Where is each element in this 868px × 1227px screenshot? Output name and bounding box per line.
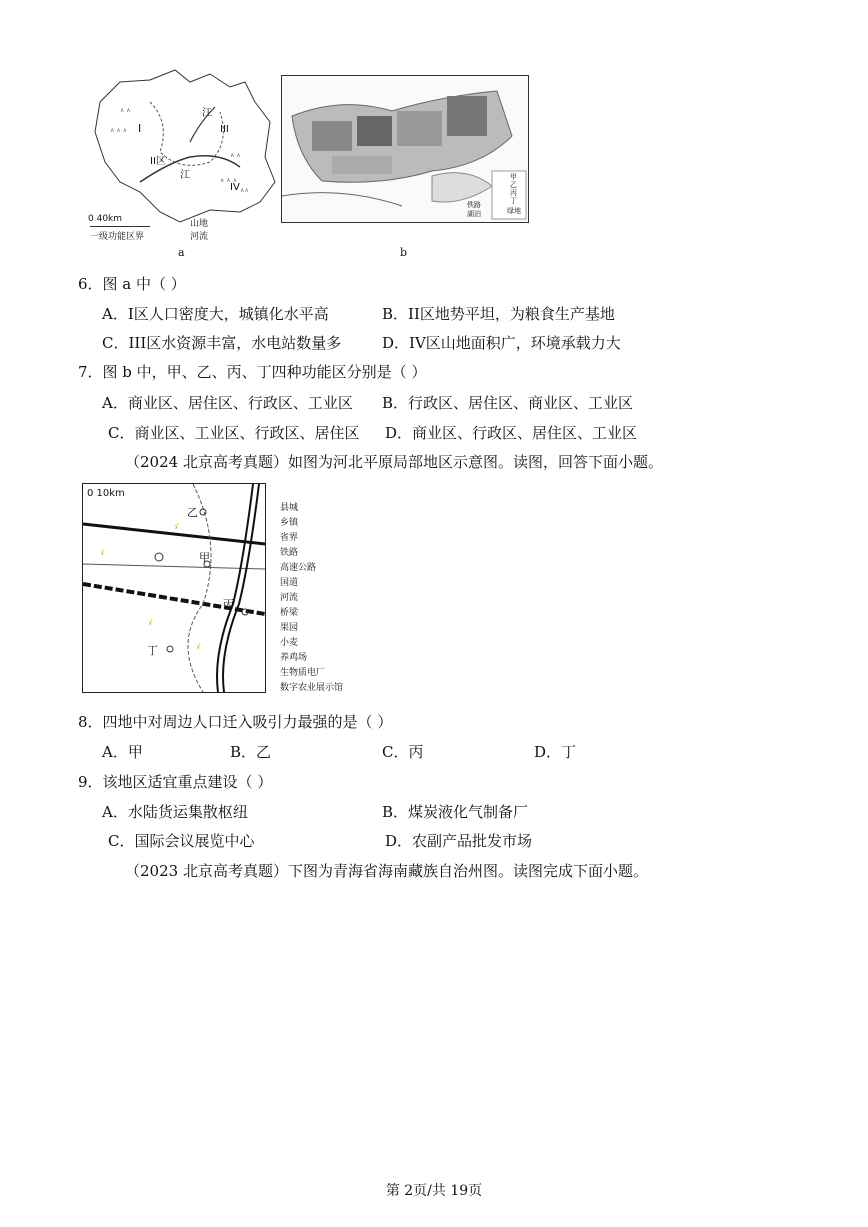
svg-text:∧∧: ∧∧ [240, 187, 249, 194]
question-6-option-a[interactable]: A．I区人口密度大，城镇化水平高 [102, 305, 329, 323]
legend-bing: 丙 [510, 189, 517, 197]
question-6-option-c[interactable]: C．III区水资源丰富，水电站数量多 [102, 334, 342, 352]
legend-railway: 铁路 [280, 548, 299, 558]
legend-mountain: 山地 [190, 219, 209, 229]
map2-label-ding: 丁 [147, 644, 158, 657]
legend-bridge: 桥梁 [280, 608, 299, 618]
question-7-stem: 7．图 b 中，甲、乙、丙、丁四种功能区分别是（ ） [78, 363, 427, 381]
legend-river: 河流 [280, 593, 299, 603]
legend-boundary: 一级功能区界 [90, 232, 145, 242]
svg-text:ゞ: ゞ [97, 549, 107, 559]
legend-county: 县城 [280, 503, 299, 513]
legend-wheat: 小麦 [280, 638, 299, 648]
question-8-stem: 8．四地中对周边人口迁入吸引力最强的是（ ） [78, 713, 393, 731]
question-9-option-d[interactable]: D．农副产品批发市场 [385, 832, 533, 850]
scale-bar: 0 40km [88, 214, 123, 224]
section-intro: （2023 北京高考真题）下图为青海省海南藏族自治州图。读图完成下面小题。 [125, 862, 648, 880]
legend-yi: 乙 [510, 181, 517, 189]
region-label: II区 [150, 156, 166, 167]
svg-text:∧ ∧ ∧: ∧ ∧ ∧ [220, 177, 237, 184]
question-9-stem: 9．该地区适宜重点建设（ ） [78, 773, 273, 791]
river-label: 江 [202, 108, 212, 119]
question-6-option-d[interactable]: D．IV区山地面积广，环境承载力大 [382, 334, 621, 352]
page-footer: 第 2页/共 19页 [385, 1183, 483, 1199]
svg-text:∧ ∧: ∧ ∧ [120, 107, 131, 114]
question-6-option-b[interactable]: B．II区地势平坦，为粮食生产基地 [382, 305, 615, 323]
question-7-option-c[interactable]: C．商业区、工业区、行政区、居住区 [108, 424, 360, 442]
question-9-option-c[interactable]: C．国际会议展览中心 [108, 832, 255, 850]
question-8-option-a[interactable]: A．甲 [102, 743, 143, 761]
map2-scale: 0 10km [87, 488, 125, 499]
map2-label-yi: 乙 [187, 506, 198, 519]
scale-line [90, 226, 150, 227]
question-8-option-d[interactable]: D．丁 [534, 743, 577, 761]
figure-b-caption: b [400, 246, 408, 259]
river-label: 江 [180, 170, 190, 181]
map2-drawing [83, 484, 265, 692]
legend-highway: 高速公路 [280, 563, 317, 573]
question-9-option-b[interactable]: B．煤炭液化气制备厂 [382, 803, 529, 821]
svg-text:∧ ∧: ∧ ∧ [230, 152, 241, 159]
legend-digital-agri-hall: 数字农业展示馆 [280, 683, 344, 693]
map2-label-bing: 丙 [223, 598, 234, 611]
legend-green: 绿地 [507, 207, 521, 215]
svg-text:ゞ: ゞ [193, 643, 203, 653]
question-8-option-b[interactable]: B．乙 [230, 743, 272, 761]
legend-biomass-plant: 生物质电厂 [280, 668, 326, 678]
legend-lake: 湖泊 [467, 210, 481, 218]
region-label: IV [230, 182, 240, 193]
region-label: I [138, 122, 142, 135]
svg-text:ゞ: ゞ [171, 523, 181, 533]
region-label: III [220, 124, 229, 135]
figure-a [80, 62, 280, 242]
legend-chicken-farm: 养鸡场 [280, 653, 308, 663]
question-7-option-b[interactable]: B．行政区、居住区、商业区、工业区 [382, 394, 634, 412]
figure-b [281, 75, 529, 223]
legend-town: 乡镇 [280, 518, 299, 528]
question-8-option-c[interactable]: C．丙 [382, 743, 424, 761]
legend-ding: 丁 [510, 197, 517, 205]
figure-map2 [82, 483, 266, 693]
svg-text:ゞ: ゞ [145, 619, 155, 629]
legend-province-border: 省界 [280, 533, 299, 543]
map2-label-jia: 甲 [199, 551, 210, 564]
question-6-stem: 6．图 a 中（ ） [78, 275, 186, 293]
figure-b-map [282, 76, 528, 222]
legend-railway: 铁路 [467, 201, 481, 209]
svg-text:∧ ∧ ∧: ∧ ∧ ∧ [110, 127, 127, 134]
figure-a-caption: a [178, 246, 185, 259]
legend-river: 河流 [190, 232, 209, 242]
legend-national-road: 国道 [280, 578, 299, 588]
section-intro: （2024 北京高考真题）如图为河北平原局部地区示意图。读图，回答下面小题。 [125, 453, 663, 471]
question-7-option-a[interactable]: A．商业区、居住区、行政区、工业区 [102, 394, 353, 412]
question-7-option-d[interactable]: D．商业区、行政区、居住区、工业区 [385, 424, 638, 442]
question-9-option-a[interactable]: A．水陆货运集散枢纽 [102, 803, 248, 821]
legend-jia: 甲 [510, 173, 517, 181]
legend-orchard: 果园 [280, 623, 299, 633]
